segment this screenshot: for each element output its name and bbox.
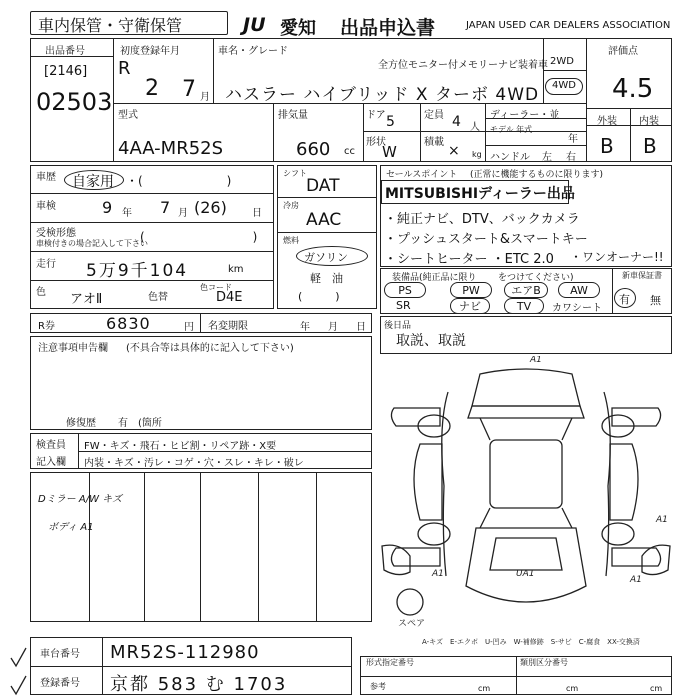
right-rear-bumper xyxy=(642,545,670,574)
model-year-label: モデル 年式 xyxy=(490,125,533,134)
rating-label: 評価点 xyxy=(608,46,638,57)
reception-sub: 車検付きの場合記入して下さい xyxy=(36,239,148,248)
load-unit: kg xyxy=(472,150,482,159)
inspector-row-2: 内装・キズ・汚レ・コゲ・穴・スレ・キレ・破レ xyxy=(84,458,304,469)
mark-right-side: A1 xyxy=(656,515,668,525)
equipment-leather: カワシート xyxy=(552,303,602,314)
equipment-tv: TV xyxy=(504,298,544,314)
name-change-day: 日 xyxy=(356,322,366,333)
sales-point-line-3: ・シートヒーター ・ETC 2.0 xyxy=(384,252,554,267)
recycle-value: 6830 xyxy=(106,314,151,333)
rear-window xyxy=(490,538,562,570)
car-diagram xyxy=(380,356,672,646)
pillar-lines xyxy=(480,418,572,528)
equipment-label: 装備品(純正品に限り xyxy=(392,273,477,283)
recycle-label: R券 xyxy=(38,321,55,332)
ju-logo: JU xyxy=(243,14,266,36)
inspector-row-1: FW・キズ・飛石・ヒビ割・リペア跡・X要 xyxy=(84,441,277,452)
history-value: 自家用 xyxy=(72,174,114,190)
reg-number-value: 京都 583 む 1703 xyxy=(110,674,288,695)
name-change-label: 名変期限 xyxy=(208,321,248,332)
shape-value: W xyxy=(382,143,397,161)
capacity-unit: 人 xyxy=(470,122,480,133)
check-marks xyxy=(8,640,30,698)
equipment-aw: AW xyxy=(558,282,600,298)
recycle-block xyxy=(30,313,372,333)
equipment-airbag: エアB xyxy=(504,282,548,298)
color-code-value: D4E xyxy=(216,290,243,305)
right-fender-rear xyxy=(612,548,661,566)
fuel-diesel: 軽 油 xyxy=(310,272,343,285)
left-rear-bumper xyxy=(382,545,410,574)
sales-point-line-4: ・ワンオーナー!! xyxy=(570,250,664,264)
drive-2wd-option: 2WD xyxy=(550,56,574,67)
reception-value: ( ) xyxy=(140,230,258,244)
model-spec-label: 形式指定番号 xyxy=(366,658,414,667)
damage-legend: A-キズ E-エクボ U-凹み W-補修跡 S-サビ C-腐食 XX-交換済 xyxy=(422,638,640,646)
brand-name: 愛知 xyxy=(280,18,316,39)
equipment-sr: SR xyxy=(396,299,411,312)
sales-point-line-2: ・プッシュスタート&スマートキー xyxy=(384,232,588,247)
sales-point-line-1: ・純正ナビ、DTV、バックカメラ xyxy=(384,212,580,227)
post-items-label: 後日品 xyxy=(384,321,412,331)
lot-label: 出品番号 xyxy=(45,46,85,57)
right-fender-front xyxy=(612,408,661,426)
inspector-label-2: 記入欄 xyxy=(36,457,66,468)
car-name-note: 全方位モニター付メモリーナビ装着車 xyxy=(378,60,548,71)
reception-label: 受検形態 xyxy=(36,228,76,239)
equipment-ps: PS xyxy=(384,282,426,298)
tire-rear-right xyxy=(602,523,634,545)
hood-outline xyxy=(472,369,580,406)
fuel-label: 燃料 xyxy=(283,236,299,245)
shape-label: 形状 xyxy=(366,137,386,148)
doors-value: 5 xyxy=(386,114,395,130)
inspection-label: 車検 xyxy=(36,201,56,212)
name-change-year: 年 xyxy=(300,322,310,333)
chassis-label: 車台番号 xyxy=(40,649,80,660)
tire-rear-left xyxy=(418,523,450,545)
spare-tire xyxy=(397,589,423,615)
fuel-gas: ガソリン xyxy=(304,251,348,264)
right-doors xyxy=(610,444,638,520)
reg-number-label: 登録番号 xyxy=(40,678,80,689)
name-change-month: 月 xyxy=(328,322,338,333)
equipment-navi: ナビ xyxy=(450,298,490,314)
registration-label: 初度登録年月 xyxy=(120,46,180,57)
color-label: 色 xyxy=(36,287,46,298)
load-value: × xyxy=(448,143,460,159)
sales-point-sub: (正常に機能するものに限ります) xyxy=(470,170,604,180)
history-rest: ・( ) xyxy=(126,174,232,188)
repair-history-label: 修復歴 xyxy=(66,418,96,429)
shift-label: シフト xyxy=(283,169,307,178)
color-change-label: 色替 xyxy=(148,292,168,303)
rating-score: 4.5 xyxy=(612,74,654,104)
load-label: 積載 xyxy=(424,137,444,148)
fuel-other: ( ) xyxy=(298,290,340,303)
repair-history-value: 有 xyxy=(118,418,128,429)
lot-sub-number: [2146] xyxy=(44,64,88,79)
color-code-label: 色コード xyxy=(200,283,232,292)
equipment-pw: PW xyxy=(450,282,492,298)
mileage-value: 5万9千104 xyxy=(86,261,189,281)
inspection-year: 9 xyxy=(102,198,113,217)
association-name: JAPAN USED CAR DEALERS ASSOCIATION xyxy=(466,20,671,31)
model-spec-ref: 参考 xyxy=(370,682,386,691)
inspection-day-unit: 日 xyxy=(252,208,262,219)
exterior-label: 外装 xyxy=(597,116,617,127)
ac-value: AAC xyxy=(306,210,342,230)
color-value: アオⅡ xyxy=(70,292,103,307)
mileage-label: 走行 xyxy=(36,259,56,270)
displacement-value: 660 xyxy=(296,139,331,160)
dealer-label: ディーラー・並 xyxy=(490,110,560,121)
car-name-value: ハスラー ハイブリッド X ターボ 4WD xyxy=(225,85,540,105)
ac-label: 冷房 xyxy=(283,201,299,210)
inspector-label-1: 検査員 xyxy=(36,440,66,451)
handle-left: 左 xyxy=(542,152,552,163)
form-title: 出品申込書 xyxy=(340,17,436,39)
exterior-grade: B xyxy=(600,134,614,158)
history-label: 車歴 xyxy=(36,172,56,183)
left-fender-front xyxy=(391,408,440,426)
warranty-no: 無 xyxy=(650,294,661,307)
model-spec-cm-1: cm xyxy=(478,684,491,693)
registration-month-unit: 月 xyxy=(200,92,210,103)
displacement-unit: cc xyxy=(344,146,355,157)
left-doors xyxy=(414,444,442,520)
rear-outline xyxy=(466,528,586,602)
recycle-unit: 円 xyxy=(184,322,194,333)
doors-label: ドア xyxy=(366,110,386,121)
displacement-label: 排気量 xyxy=(278,110,308,121)
inspector-note-1: Dミラー A/W キズ xyxy=(38,494,122,505)
model-value: 4AA-MR52S xyxy=(118,138,224,159)
mark-right-rear: A1 xyxy=(630,575,642,585)
model-spec-class-label: 類別区分番号 xyxy=(520,658,568,667)
drive-4wd-option: 4WD xyxy=(545,78,583,95)
shift-value: DAT xyxy=(306,176,340,196)
model-year-unit: 年 xyxy=(568,134,578,145)
notes-label: 注意事項申告欄 xyxy=(38,343,108,354)
interior-grade: B xyxy=(643,134,657,158)
model-spec-cm-3: cm xyxy=(650,684,663,693)
inspection-month-unit: 月 xyxy=(178,208,188,219)
lot-number: 02503 xyxy=(36,88,113,116)
dealer-title: MITSUBISHIディーラー出品 xyxy=(385,186,575,202)
equipment-label-2: をつけてください) xyxy=(498,273,574,283)
capacity-label: 定員 xyxy=(424,110,444,121)
roof-outline xyxy=(490,440,562,508)
mark-rear: UA1 xyxy=(516,569,535,579)
left-fender-rear xyxy=(391,548,440,566)
model-label: 型式 xyxy=(118,110,138,121)
car-name-label: 車名・グレード xyxy=(218,46,288,57)
interior-label: 内装 xyxy=(639,116,659,127)
inspection-month: 7 xyxy=(160,198,171,217)
mileage-unit: km xyxy=(228,264,244,275)
capacity-value: 4 xyxy=(452,114,461,130)
inspector-note-2: ボディ A1 xyxy=(48,522,94,533)
mark-hood: A1 xyxy=(530,356,542,365)
new-car-warranty-label: 新車保証書 xyxy=(622,271,662,280)
handle-label: ハンドル xyxy=(490,152,530,163)
chassis-value: MR52S-112980 xyxy=(110,642,260,663)
storage-label: 車内保管・守衛保管 xyxy=(38,16,183,35)
model-spec-cm-2: cm xyxy=(566,684,579,693)
registration-month: 7 xyxy=(182,77,196,102)
registration-era: R xyxy=(118,58,131,79)
sales-point-label: セールスポイント xyxy=(386,170,458,180)
spare-label: スペア xyxy=(398,619,426,629)
windshield-top xyxy=(468,406,584,418)
inspection-day: (26) xyxy=(194,198,227,217)
warranty-yes: 有 xyxy=(619,293,630,306)
handle-right: 右 xyxy=(566,152,576,163)
registration-year: 2 xyxy=(145,76,159,101)
repair-history-place: (箇所 xyxy=(138,418,162,429)
inspection-year-unit: 年 xyxy=(122,208,132,219)
notes-sub: (不具合等は具体的に記入して下さい) xyxy=(126,343,294,354)
mark-left-rear: A1 xyxy=(432,569,444,579)
post-items-value: 取説、取説 xyxy=(396,333,466,349)
